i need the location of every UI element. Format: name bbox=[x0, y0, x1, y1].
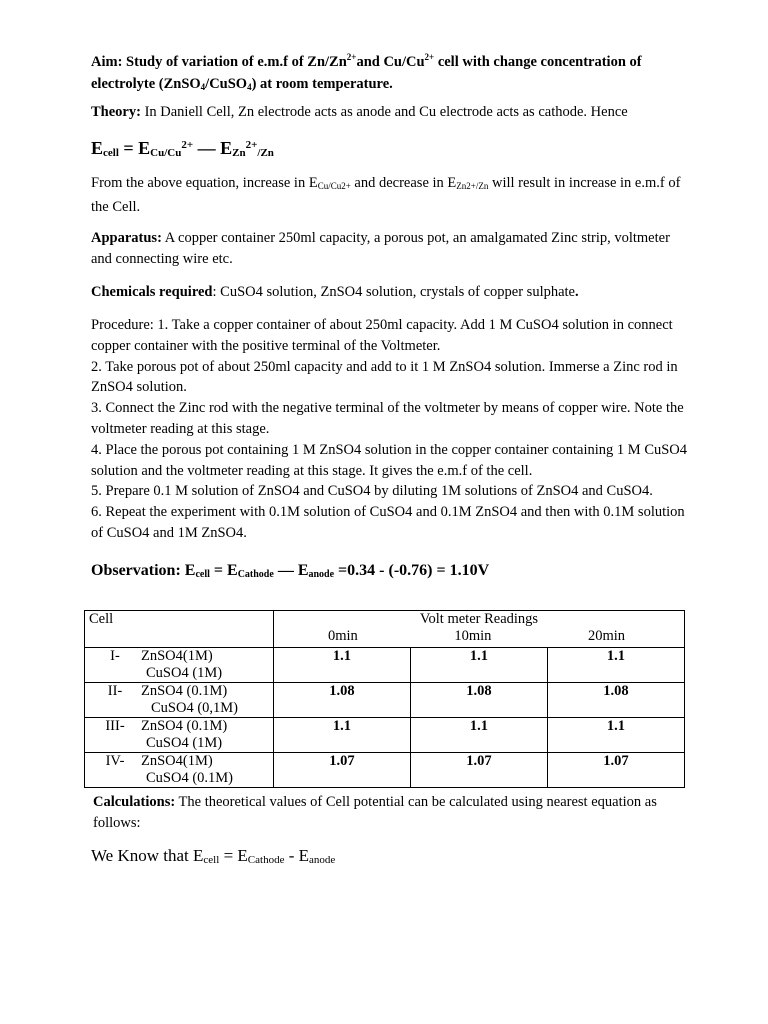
equation-term: E bbox=[91, 138, 104, 158]
apparatus-text: A copper container 250ml capacity, a porous pot, an amalgamated Zinc strip, voltmeter and connecting wire etc. bbox=[91, 230, 670, 267]
cell-description bbox=[85, 648, 274, 683]
observation-subscript: Cathode bbox=[237, 569, 274, 580]
equation-term: = E bbox=[219, 846, 248, 865]
paragraph-text: From the above equation, increase in E bbox=[91, 175, 318, 191]
theory-text: In Daniell Cell, Zn electrode acts as anode and Cu electrode acts as cathode. Hence bbox=[140, 104, 628, 120]
apparatus-label: Apparatus: bbox=[91, 230, 162, 246]
equation-subscript: Zn bbox=[232, 147, 246, 159]
paragraph-subscript: Cu/Cu2+ bbox=[317, 181, 351, 191]
paragraph-text: and decrease in E bbox=[350, 175, 457, 191]
electrolyte-1: ZnSO4(1M) bbox=[141, 753, 213, 769]
table-row bbox=[85, 753, 685, 788]
electrolyte-2: CuSO4 (1M) bbox=[146, 665, 223, 681]
equation-subscript: cell bbox=[103, 147, 119, 159]
chemicals-label: Chemicals required bbox=[91, 284, 213, 300]
time-header: 20min bbox=[587, 628, 625, 644]
aim-text: cell with change concentration of electrolyte (ZnSO bbox=[91, 54, 642, 92]
electrolyte-1: ZnSO4 (0.1M) bbox=[141, 683, 228, 699]
equation-term: E bbox=[220, 138, 233, 158]
equation-subscript: anode bbox=[309, 854, 336, 866]
table-header-row bbox=[85, 611, 685, 648]
paragraph-text: will result in increase in e.m.f of the Cell. bbox=[91, 175, 681, 215]
readings-header: Volt meter Readings bbox=[419, 611, 539, 627]
row-number: II- bbox=[107, 683, 123, 699]
apparatus-paragraph bbox=[91, 228, 691, 270]
calculations-text: The theoretical values of Cell potential can be calculated using nearest equation as follows: bbox=[93, 794, 657, 831]
electrolyte-2: CuSO4 (0,1M) bbox=[151, 700, 239, 716]
electrolyte-2: CuSO4 (0.1M) bbox=[146, 770, 234, 786]
readings-header-cell bbox=[274, 611, 685, 648]
aim-text: Study of variation of e.m.f of Zn/Zn bbox=[122, 54, 347, 70]
reading-value: 1.1 bbox=[410, 648, 547, 683]
equation-subscript: cell bbox=[203, 854, 220, 866]
voltmeter-readings-table bbox=[84, 610, 685, 788]
procedure-step: 3. Connect the Zinc rod with the negative terminal of the voltmeter by means of copper wire. Note the voltmeter reading at this stage. bbox=[91, 400, 684, 437]
equation-term: - E bbox=[284, 846, 310, 865]
time-header: 10min bbox=[454, 628, 492, 644]
equation-subscript: /Zn bbox=[257, 147, 274, 159]
reading-value: 1.08 bbox=[274, 683, 411, 718]
row-number: I- bbox=[110, 648, 120, 664]
table-row bbox=[85, 718, 685, 753]
procedure-step: 4. Place the porous pot containing 1 M ZnSO4 solution in the copper container containing 1 M CuSO4 solution and the voltmeter reading at this stage. It gives the e.m.f of the cell. bbox=[91, 441, 688, 479]
cell-description bbox=[85, 718, 274, 753]
electrolyte-1: ZnSO4(1M) bbox=[141, 648, 213, 664]
reading-value: 1.1 bbox=[410, 718, 547, 753]
observation-text: — E bbox=[273, 562, 309, 579]
equation-superscript: 2+ bbox=[245, 139, 258, 151]
procedure-step: 2. Take porous pot of about 250ml capacity and add to it 1 M ZnSO4 solution. Immerse a Zinc rod in ZnSO4 solution. bbox=[91, 358, 678, 396]
procedure-step: 5. Prepare 0.1 M solution of ZnSO4 and CuSO4 by diluting 1M solutions of ZnSO4 and CuSO4. bbox=[91, 483, 653, 500]
aim-superscript: 2+ bbox=[346, 52, 357, 62]
aim-text: and Cu/Cu bbox=[356, 54, 425, 70]
chemicals-end: . bbox=[575, 284, 579, 300]
equation-subscript: Cathode bbox=[247, 854, 285, 866]
reading-value: 1.08 bbox=[547, 683, 684, 718]
observation-text: =0.34 - (-0.76) = 1.10V bbox=[334, 562, 490, 579]
reading-value: 1.1 bbox=[274, 718, 411, 753]
aim-superscript: 2+ bbox=[424, 52, 435, 62]
time-headers bbox=[278, 628, 680, 645]
reading-value: 1.1 bbox=[547, 648, 684, 683]
aim-subscript: 4 bbox=[247, 82, 252, 92]
we-know-equation bbox=[91, 846, 335, 866]
reading-value: 1.07 bbox=[410, 753, 547, 788]
time-header: 0min bbox=[328, 628, 358, 644]
reading-value: 1.1 bbox=[547, 718, 684, 753]
table-row bbox=[85, 683, 685, 718]
reading-value: 1.08 bbox=[410, 683, 547, 718]
aim-label: Aim: bbox=[91, 54, 123, 70]
aim-subscript: 4 bbox=[200, 82, 206, 92]
row-number: III- bbox=[105, 718, 125, 734]
reading-value: 1.07 bbox=[274, 753, 411, 788]
equation-superscript: 2+ bbox=[181, 139, 194, 151]
row-number: IV- bbox=[105, 753, 125, 769]
cell-header: Cell bbox=[85, 611, 274, 648]
procedure-step: Procedure: 1. Take a copper container of about 250ml capacity. Add 1 M CuSO4 solution in connect copper container with the positive terminal of the Voltmeter. bbox=[91, 317, 673, 354]
observation-line bbox=[91, 562, 489, 580]
theory-label: Theory: bbox=[91, 104, 141, 120]
theory-paragraph bbox=[91, 102, 691, 123]
cell-description bbox=[85, 753, 274, 788]
from-equation-paragraph bbox=[91, 173, 691, 218]
reading-value: 1.1 bbox=[274, 648, 411, 683]
procedure-step: 6. Repeat the experiment with 0.1M solution of CuSO4 and 0.1M ZnSO4 and then with 0.1M solution of CuSO4 and 1M ZnSO4. bbox=[91, 504, 685, 541]
chemicals-text: : CuSO4 solution, ZnSO4 solution, crystals of copper sulphate bbox=[212, 284, 575, 300]
equation-term: We Know that E bbox=[91, 846, 204, 865]
cell-potential-equation bbox=[91, 138, 274, 159]
procedure-section bbox=[91, 315, 691, 544]
aim-paragraph bbox=[91, 46, 691, 98]
table-row bbox=[85, 648, 685, 683]
cell-description bbox=[85, 683, 274, 718]
electrolyte-1: ZnSO4 (0.1M) bbox=[141, 718, 228, 734]
observation-subscript: cell bbox=[195, 569, 210, 580]
calculations-label: Calculations: bbox=[93, 794, 176, 810]
observation-subscript: anode bbox=[308, 569, 335, 580]
aim-text: ) at room temperature. bbox=[251, 76, 393, 92]
equation-subscript: Cu/Cu bbox=[150, 147, 182, 159]
reading-value: 1.07 bbox=[547, 753, 684, 788]
electrolyte-2: CuSO4 (1M) bbox=[146, 735, 223, 751]
observation-text: Observation: E bbox=[91, 562, 196, 579]
equation-term: — bbox=[193, 138, 221, 158]
chemicals-paragraph bbox=[91, 282, 691, 303]
paragraph-subscript: Zn2+/Zn bbox=[456, 181, 489, 191]
aim-text: /CuSO bbox=[205, 76, 248, 92]
calculations-paragraph bbox=[93, 792, 693, 834]
observation-text: = E bbox=[209, 562, 238, 579]
equation-term: = E bbox=[118, 138, 151, 158]
